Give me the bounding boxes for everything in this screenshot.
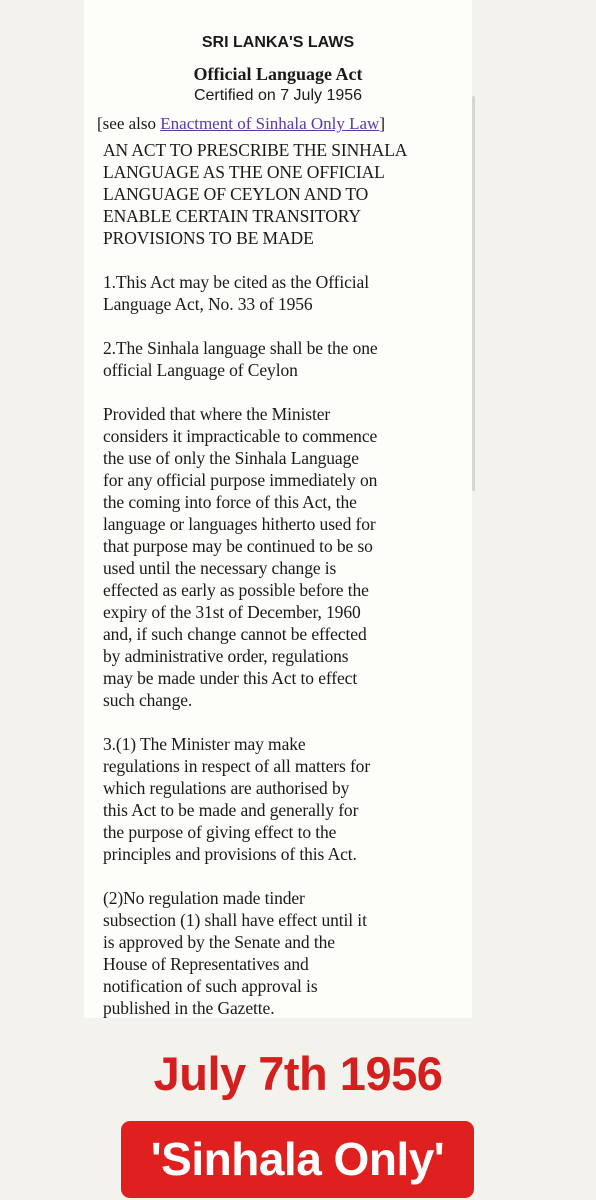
preamble-line: LANGUAGE AS THE ONE OFFICIAL xyxy=(103,162,385,182)
proviso-line: may be made under this Act to effect xyxy=(103,668,358,688)
section-3-1-line: this Act to be made and generally for xyxy=(103,800,359,820)
proviso-line: and, if such change cannot be effected xyxy=(103,624,367,644)
act-title: Official Language Act xyxy=(193,64,363,84)
section-3-1-line: the purpose of giving effect to the xyxy=(103,822,337,842)
proviso-line: that purpose may be continued to be so xyxy=(103,536,373,556)
proviso-line: by administrative order, regulations xyxy=(103,646,349,666)
scrollbar[interactable] xyxy=(472,96,475,491)
section-1-line: 1.This Act may be cited as the Official xyxy=(103,272,369,292)
proviso-line: considers it impracticable to commence xyxy=(103,426,378,446)
sinhala-only-banner: 'Sinhala Only' xyxy=(121,1121,474,1198)
section-3-2-line: (2)No regulation made tinder xyxy=(103,888,305,908)
section-3-1-line: regulations in respect of all matters for xyxy=(103,756,371,776)
section-3-2-line: House of Representatives and xyxy=(103,954,309,974)
site-heading: SRI LANKA'S LAWS xyxy=(201,34,355,51)
section-2-line: official Language of Ceylon xyxy=(103,360,298,380)
proviso-line: language or languages hitherto used for xyxy=(103,514,376,534)
proviso-line: effected as early as possible before the xyxy=(103,580,369,600)
proviso-line: Provided that where the Minister xyxy=(103,404,331,424)
section-2-line: 2.The Sinhala language shall be the one xyxy=(103,338,378,358)
proviso-line: the use of only the Sinhala Language xyxy=(103,448,359,468)
section-3-2-line: subsection (1) shall have effect until it xyxy=(103,910,367,930)
section-3-2-line: published in the Gazette. xyxy=(103,998,275,1018)
sinhala-only-law-link[interactable]: Enactment of Sinhala Only Law xyxy=(160,114,380,133)
preamble xyxy=(103,139,463,249)
proviso xyxy=(103,403,463,711)
section-3-2-line: notification of such approval is xyxy=(103,976,318,996)
preamble-line: AN ACT TO PRESCRIBE THE SINHALA xyxy=(103,140,408,160)
act-body xyxy=(103,139,463,1041)
section-1 xyxy=(103,271,463,315)
see-also-line xyxy=(97,113,385,135)
see-also-prefix: [see also xyxy=(97,114,161,133)
section-3-1-line: principles and provisions of this Act. xyxy=(103,844,357,864)
section-3-2-line: is approved by the Senate and the xyxy=(103,932,335,952)
certified-date: Certified on 7 July 1956 xyxy=(193,87,363,104)
section-3-2 xyxy=(103,887,463,1019)
section-1-line: Language Act, No. 33 of 1956 xyxy=(103,294,313,314)
proviso-line: for any official purpose immediately on xyxy=(103,470,378,490)
section-3-1-line: 3.(1) The Minister may make xyxy=(103,734,306,754)
date-caption: July 7th 1956 xyxy=(153,1047,443,1100)
preamble-line: PROVISIONS TO BE MADE xyxy=(103,228,314,248)
section-3-1-line: which regulations are authorised by xyxy=(103,778,350,798)
proviso-line: expiry of the 31st of December, 1960 xyxy=(103,602,361,622)
preamble-line: LANGUAGE OF CEYLON AND TO xyxy=(103,184,369,204)
proviso-line: used until the necessary change is xyxy=(103,558,337,578)
section-3-1 xyxy=(103,733,463,865)
see-also-suffix: ] xyxy=(379,114,385,133)
proviso-line: the coming into force of this Act, the xyxy=(103,492,357,512)
section-2 xyxy=(103,337,463,381)
proviso-line: such change. xyxy=(103,690,193,710)
preamble-line: ENABLE CERTAIN TRANSITORY xyxy=(103,206,361,226)
